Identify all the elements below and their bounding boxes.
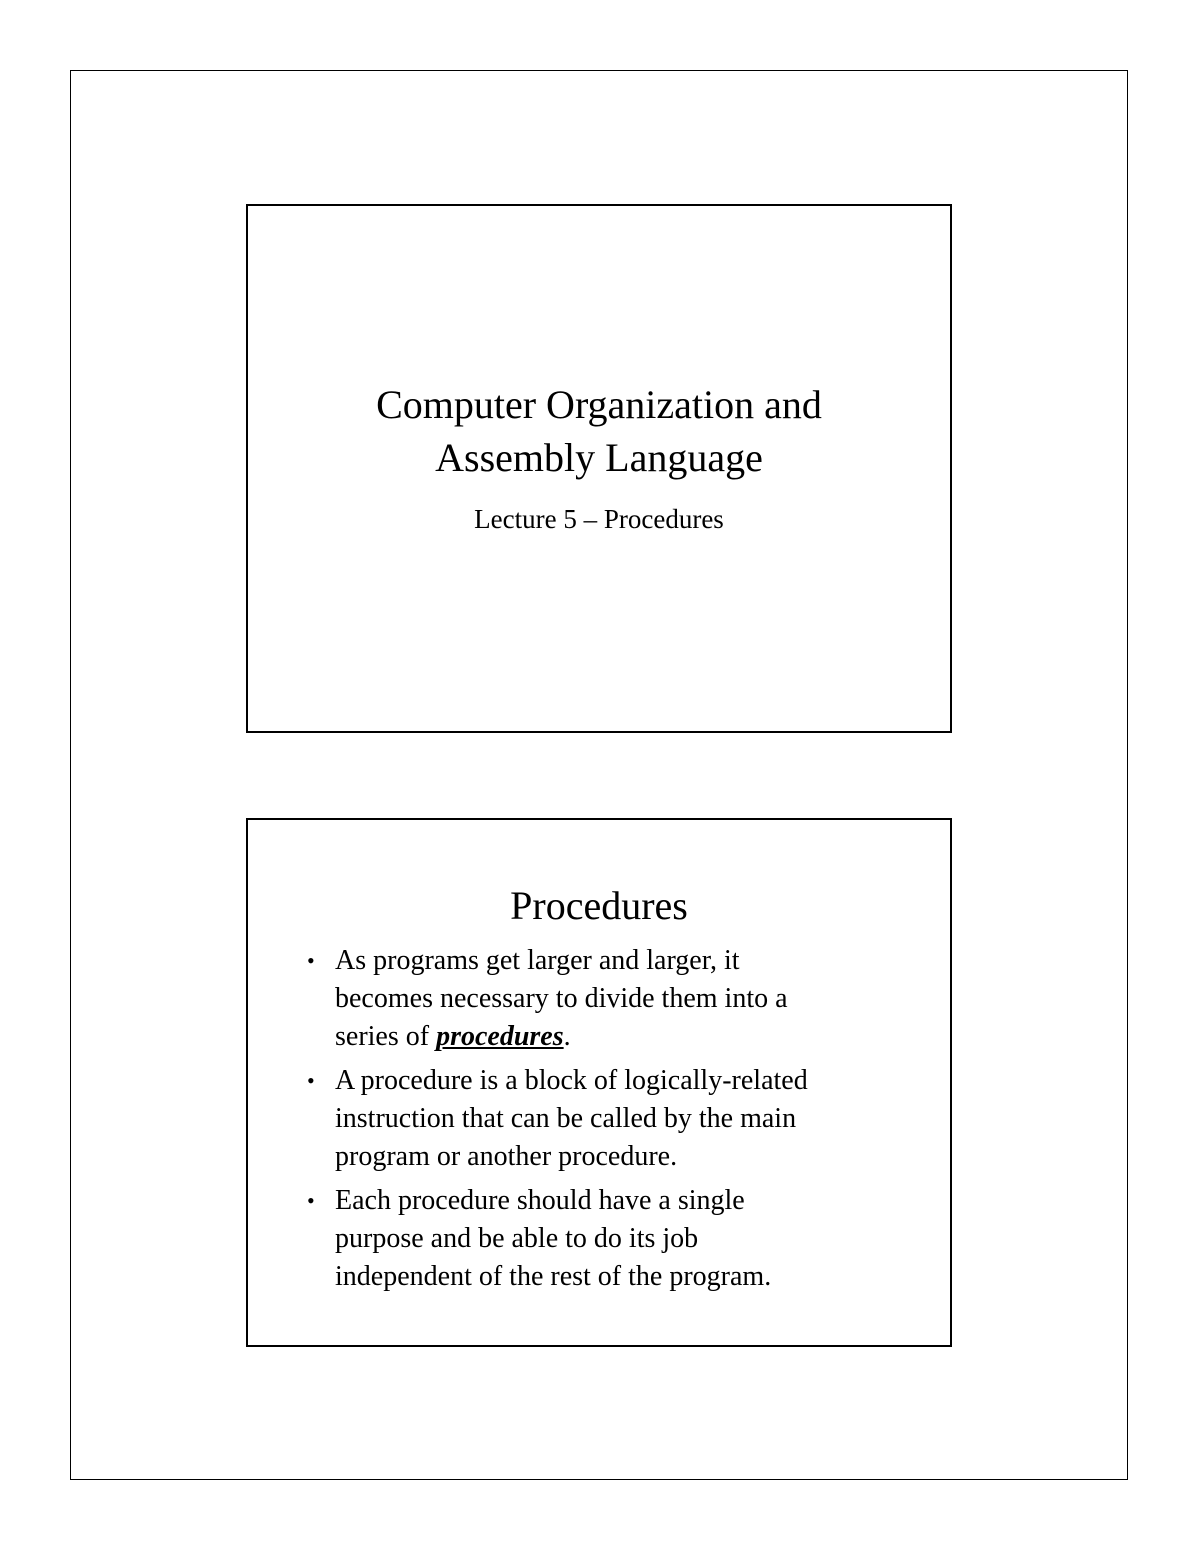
bullet-text-line: Each procedure should have a single bbox=[335, 1185, 745, 1216]
slide-title bbox=[248, 378, 950, 484]
title-block bbox=[248, 378, 950, 535]
bullet-item bbox=[307, 1182, 907, 1296]
bullet-text-line: purpose and be able to do its job bbox=[335, 1223, 699, 1254]
bullet-icon: • bbox=[307, 948, 315, 973]
bullet-icon: • bbox=[307, 1188, 315, 1213]
bullet-text-line: As programs get larger and larger, it bbox=[335, 945, 740, 976]
slide-title-line-2: Assembly Language bbox=[435, 435, 763, 480]
bullet-text-line: instruction that can be called by the main bbox=[335, 1103, 797, 1134]
slide-heading: Procedures bbox=[510, 883, 688, 928]
bullet-text-line: becomes necessary to divide them into a bbox=[335, 983, 788, 1014]
slide-subtitle: Lecture 5 – Procedures bbox=[474, 504, 724, 534]
emphasized-term: procedures bbox=[436, 1021, 564, 1052]
bullet-text-line: A procedure is a block of logically-related bbox=[335, 1065, 808, 1096]
bullet-text-line: series of bbox=[335, 1021, 437, 1052]
bullet-item bbox=[307, 942, 907, 1056]
bullet-text-line: independent of the rest of the program. bbox=[335, 1261, 772, 1292]
bullet-icon: • bbox=[307, 1068, 315, 1093]
procedures-slide bbox=[246, 818, 952, 1347]
bullet-text-line: program or another procedure. bbox=[335, 1141, 678, 1172]
bullet-item bbox=[307, 1062, 907, 1176]
title-slide bbox=[246, 204, 952, 733]
slide-title-line-1: Computer Organization and bbox=[376, 382, 822, 427]
bullet-list bbox=[307, 942, 907, 1302]
bullet-text-line: . bbox=[563, 1021, 571, 1052]
